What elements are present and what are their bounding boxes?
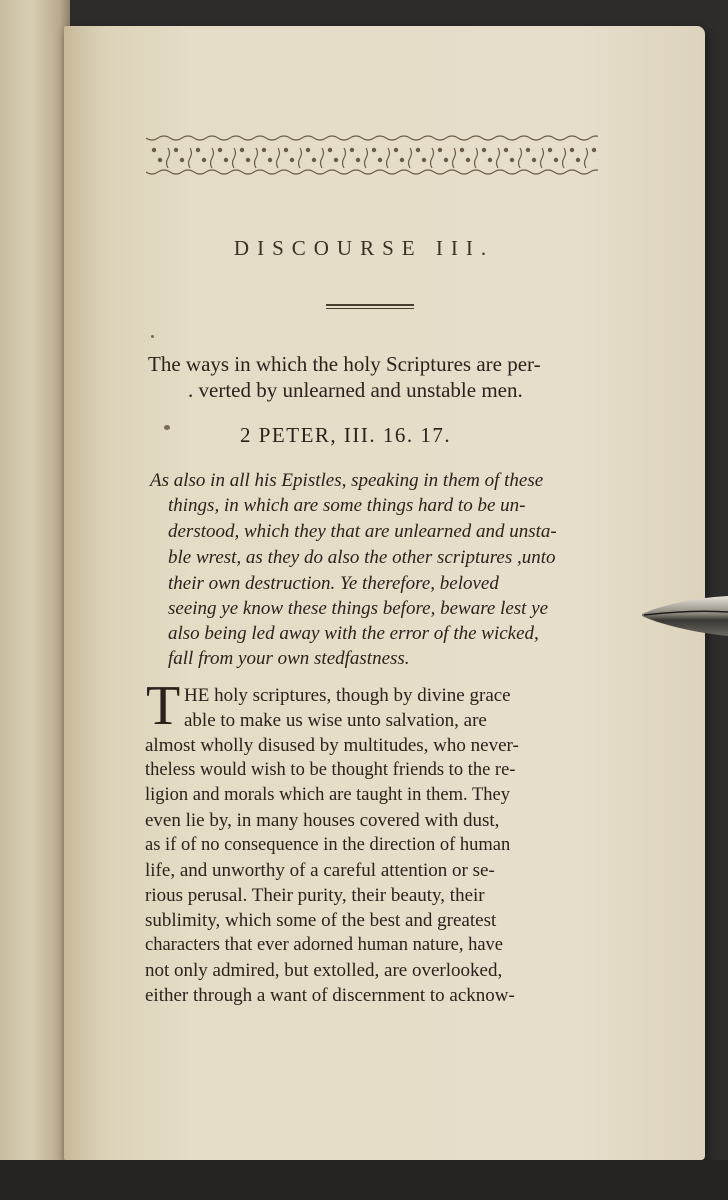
scripture-line: ble wrest, as they do also the other scriptures ,unto [168, 547, 556, 568]
body-line: rious perusal. Their purity, their beauty, their [145, 885, 485, 906]
body-line: ligion and morals which are taught in them. They [145, 785, 510, 805]
body-line: either through a want of discernment to acknow- [145, 985, 515, 1006]
paper-speck [164, 425, 170, 430]
scripture-line: also being led away with the error of the wicked, [168, 623, 539, 644]
subtitle-line-2: . verted by unlearned and unstable men. [188, 378, 523, 402]
title-rule [326, 304, 414, 312]
ornament-band [146, 130, 598, 178]
body-line: life, and unworthy of a careful attention or se- [145, 860, 495, 881]
drop-cap: T [146, 675, 181, 737]
scripture-line: things, in which are some things hard to be un- [168, 495, 526, 516]
body-line: theless would wish to be thought friends to the re- [145, 760, 516, 780]
paper-speck [151, 335, 154, 338]
body-line: able to make us wise unto salvation, are [184, 710, 487, 731]
scripture-line: seeing ye know these things before, beware lest ye [168, 598, 549, 619]
scripture-line: fall from your own stedfastness. [168, 648, 410, 669]
background-surface [0, 1160, 728, 1200]
facing-page-edge [0, 0, 70, 1200]
scripture-line: derstood, which they that are unlearned and unsta- [168, 521, 557, 542]
body-line: even lie by, in many houses covered with dust, [145, 810, 500, 831]
body-line: HE holy scriptures, though by divine grace [184, 685, 511, 706]
body-line: not only admired, but extolled, are overlooked, [145, 960, 503, 981]
body-line: characters that ever adorned human nature, have [145, 935, 503, 955]
scripture-line: As also in all his Epistles, speaking in them of these [150, 470, 544, 491]
scripture-line: their own destruction. Ye therefore, beloved [168, 573, 499, 594]
body-line: sublimity, which some of the best and greatest [145, 910, 497, 931]
body-line: as if of no consequence in the direction of human [145, 835, 511, 855]
scripture-reference: 2 PETER, III. 16. 17. [240, 423, 452, 447]
body-line: almost wholly disused by multitudes, who never- [145, 735, 519, 756]
subtitle-line-1: The ways in which the holy Scriptures are per- [148, 352, 541, 376]
page-clip-marker [640, 592, 728, 640]
discourse-title: DISCOURSE III. [233, 236, 495, 260]
